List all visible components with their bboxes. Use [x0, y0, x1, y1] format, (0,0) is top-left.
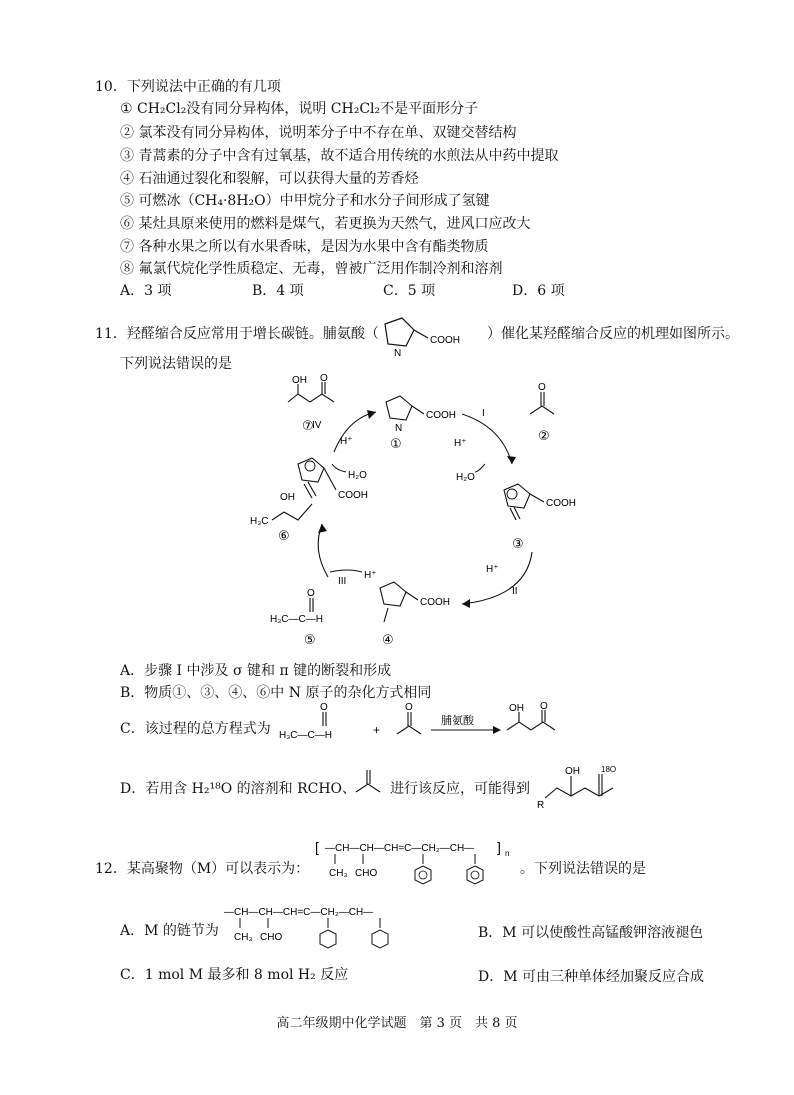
q11-option-b: B．物质①、③、④、⑥中 N 原子的杂化方式相同: [120, 685, 432, 701]
polymer-n: n: [505, 849, 510, 858]
d-oh: OH: [565, 766, 580, 777]
polymer-chain: —CH—CH—CH=C—CH₂—CH—: [325, 843, 475, 854]
q12-repeat-unit: [222, 900, 422, 956]
step-IV: IV: [312, 420, 322, 431]
c6-cooh: COOH: [338, 490, 368, 501]
label-6: ⑥: [278, 528, 290, 543]
eq-aldehyde: H₃C—C—H: [279, 730, 332, 741]
q10-item-8: ⑧ 氟氯代烷化学性质稳定、无毒，曾被广泛用作制冷剂和溶剂: [120, 261, 503, 277]
c3-cooh: COOH: [546, 498, 576, 509]
q10-option-b: B．4 项: [252, 283, 304, 299]
compound-1: [386, 396, 456, 451]
q11-option-d-part2: 进行该反应，可能得到: [390, 781, 530, 797]
label-1: ①: [390, 436, 402, 451]
q11-c-equation: [275, 700, 585, 750]
polymer-ch3: CH₃: [329, 868, 348, 879]
q12-option-a: A．M 的链节为: [120, 923, 219, 939]
eq-catalyst: 脯氨酸: [441, 715, 474, 727]
q11-stem-line2: 下列说法错误的是: [120, 356, 232, 372]
q11-d-acetone: [352, 764, 392, 800]
c5-formula: H₃C—C—H: [270, 614, 323, 625]
hplus-4: H⁺: [340, 436, 353, 447]
q11-option-a: A．步骤 I 中涉及 σ 键和 π 键的断裂和形成: [120, 663, 392, 679]
q11-option-d-part1: D．若用含 H₂¹⁸O 的溶剂和 RCHO、: [120, 781, 357, 797]
svg-text:+: +: [373, 723, 381, 737]
q10-item-6: ⑥ 某灶具原来使用的燃料是煤气，若更换为天然气，进风口应改大: [120, 216, 531, 232]
hplus-1: H⁺: [454, 438, 467, 449]
label-4: ④: [382, 632, 394, 647]
eq-prod-oh: OH: [509, 703, 524, 714]
compound-7: [288, 373, 334, 433]
c4-cooh: COOH: [420, 597, 450, 608]
compound-2: [530, 382, 554, 443]
c6-h3c: H₃C: [250, 516, 269, 527]
q10-item-7: ⑦ 各种水果之所以有水果香味，是因为水果中含有酯类物质: [120, 239, 489, 255]
q11-stem-part1: 11．羟醛缩合反应常用于增长碳链。脯氨酸（: [95, 326, 379, 342]
unit-ch3: CH₃: [234, 932, 253, 943]
proline-nh: N: [394, 348, 402, 358]
q10-item-4: ④ 石油通过裂化和裂解，可以获得大量的芳香烃: [120, 171, 419, 187]
compound-4: [380, 582, 450, 647]
q12-stem-part2: 。下列说法错误的是: [520, 861, 646, 877]
q12-option-d: D．M 可由三种单体经加聚反应合成: [478, 969, 705, 985]
q10-option-d: D．6 项: [512, 283, 565, 299]
svg-text:]: ]: [497, 839, 501, 855]
q12-stem-part1: 12．某高聚物（M）可以表示为：: [95, 861, 310, 877]
q11-option-c: C．该过程的总方程式为: [120, 721, 271, 737]
c5-o: O: [307, 588, 315, 599]
c6-oh: OH: [280, 492, 295, 503]
q12-polymer-structure: [315, 836, 515, 894]
q10-item-1: ① CH₂Cl₂没有同分异构体，说明 CH₂Cl₂不是平面形分子: [120, 101, 479, 117]
step-II: II: [512, 586, 518, 597]
c7-o: O: [320, 373, 328, 384]
q10-option-c: C．5 项: [383, 283, 436, 299]
c7-oh: OH: [292, 375, 307, 386]
unit-chain: —CH—CH—CH=C—CH₂—CH—: [224, 907, 374, 918]
d-r: R: [537, 800, 545, 810]
compound-5: [270, 588, 323, 647]
hplus-2: H⁺: [486, 564, 499, 575]
q12-option-c: C．1 mol M 最多和 8 mol H₂ 反应: [120, 967, 349, 983]
step-III: III: [338, 576, 347, 587]
c2-o: O: [538, 382, 546, 393]
page-footer: 高二年级期中化学试题 第 3 页 共 8 页: [276, 1016, 518, 1031]
hplus-3: H⁺: [364, 570, 377, 581]
proline-cooh: COOH: [430, 335, 460, 346]
q10-item-3: ③ 青蒿素的分子中含有过氧基，故不适合用传统的水煎法从中药中提取: [120, 148, 559, 164]
label-5: ⑤: [304, 632, 316, 647]
c1-nh: N: [395, 423, 403, 434]
q10-option-a: A．3 项: [120, 283, 172, 299]
unit-cho: CHO: [260, 932, 283, 943]
q11-stem-part2: ）催化某羟醛缩合反应的机理如图所示。: [487, 326, 739, 342]
compound-3: [504, 484, 576, 551]
label-3: ③: [512, 536, 524, 551]
q12-option-b: B．M 可以使酸性高锰酸钾溶液褪色: [478, 925, 704, 941]
d-18o: 18O: [601, 765, 617, 774]
q10-item-2: ② 氯苯没有同分异构体，说明苯分子中不存在单、双键交替结构: [120, 125, 517, 141]
step-I: I: [482, 408, 485, 419]
q10-item-5: ⑤ 可燃冰（CH₄·8H₂O）中甲烷分子和水分子间形成了氢键: [120, 193, 490, 209]
proline-structure: [370, 310, 485, 358]
q10-stem: 10．下列说法中正确的有几项: [95, 79, 281, 95]
eq-ald-o: O: [320, 702, 328, 713]
label-2: ②: [538, 428, 550, 443]
eq-acetone-o: O: [405, 702, 413, 713]
label-7: ⑦: [302, 418, 314, 433]
mechanism-diagram: [240, 372, 600, 652]
eq-prod-o: O: [540, 701, 548, 712]
h2o-1: H₂O: [456, 472, 475, 483]
svg-text:[: [: [315, 839, 319, 855]
q11-d-product: [535, 762, 645, 810]
h2o-4: H₂O: [348, 470, 367, 481]
c1-cooh: COOH: [426, 410, 456, 421]
polymer-cho: CHO: [355, 868, 378, 879]
